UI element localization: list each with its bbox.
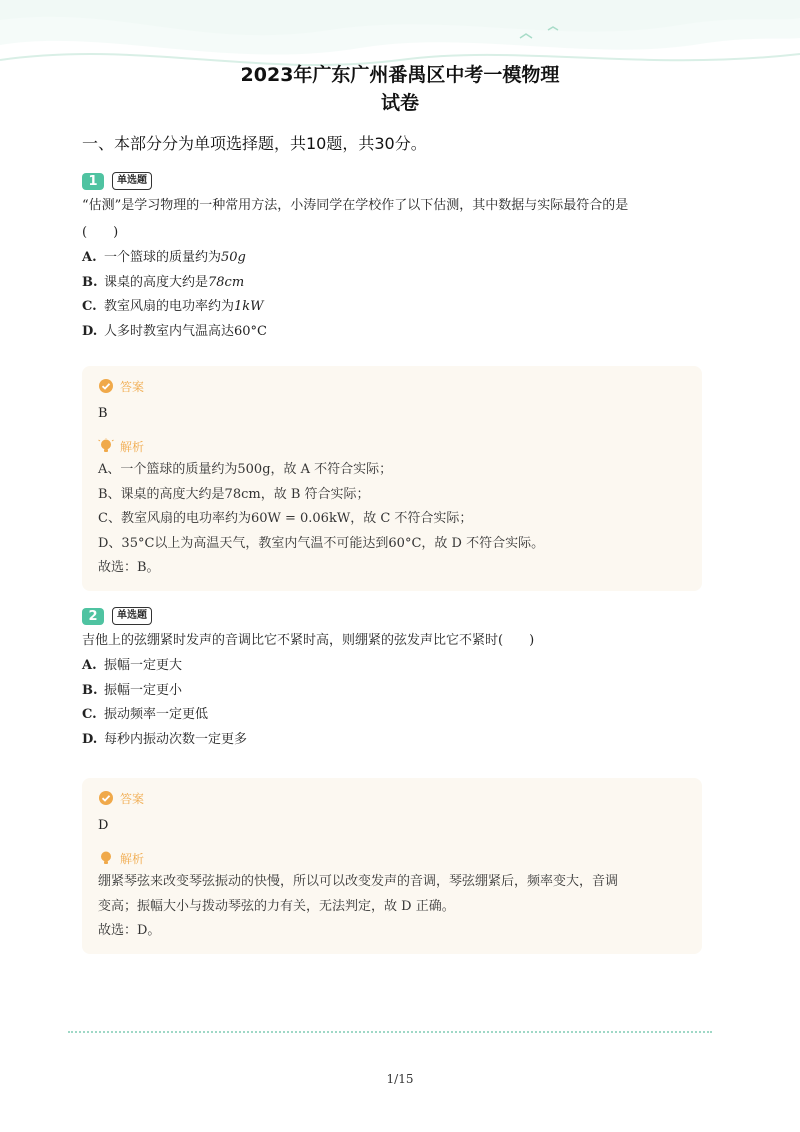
question-stem: “估测”是学习物理的一种常用方法，小涛同学在学校作了以下估测，其中数据与实际最符合的是 ( ) — [82, 198, 629, 240]
question-2 — [82, 607, 702, 752]
analysis-text: A、一个篮球的质量约为500g，故 A 不符合实际； B、课桌的高度大约是78cm，故 B 符合实际； C、教室风扇的电功率约为60W = 0.06kW，故 C 不符合实际； D、35°C以上为高温天气，教室内气温不可能达到60°C，故 D 不符合实际。 故选：B。 — [98, 462, 545, 575]
answer-value: B — [98, 406, 108, 421]
option-c: C. 振动频率一定更低 — [82, 707, 209, 722]
question-type-badge: 单选题 — [112, 607, 152, 625]
lightbulb-icon — [98, 850, 114, 866]
page-number: 1/15 — [386, 1072, 414, 1086]
option-a: A. 一个篮球的质量约为50g — [82, 250, 246, 265]
option-d: D. 人多时教室内气温高达60°C — [82, 323, 267, 339]
question-1 — [82, 172, 702, 344]
option-b: B. 课桌的高度大约是78cm — [82, 274, 245, 290]
page-title-line2: 试卷 — [380, 92, 419, 114]
option-b: B. 振幅一定更小 — [82, 682, 183, 698]
question-stem: 吉他上的弦绷紧时发声的音调比它不紧时高，则绷紧的弦发声比它不紧时( ) — [82, 633, 535, 648]
analysis-text: 绷紧琴弦来改变琴弦振动的快慢，所以可以改变发声的音调，琴弦绷紧后，频率变大，音调 变高；振幅大小与拨动琴弦的力有关，无法判定，故 D 正确。 故选：D。 — [98, 874, 619, 938]
lightbulb-icon — [98, 438, 114, 454]
page-title: 2023年广东广州番禺区中考一模物理 — [240, 64, 560, 86]
option-c: C. 教室风扇的电功率约为1kW — [82, 299, 264, 314]
check-badge-icon — [98, 378, 114, 394]
section-heading: 一、本部分分为单项选择题，共10题，共30分。 — [82, 134, 427, 153]
analysis-header: 解析 — [98, 846, 686, 870]
answer-header: 答案 — [98, 374, 686, 398]
answer-header: 答案 — [98, 786, 686, 810]
question-number: 1 — [82, 173, 104, 190]
answer-box-1 — [82, 366, 702, 591]
option-d: D. 每秒内振动次数一定更多 — [82, 731, 248, 747]
question-type-badge: 单选题 — [112, 172, 152, 190]
check-badge-icon — [98, 790, 114, 806]
answer-value: D — [98, 818, 109, 833]
answer-box-2 — [82, 778, 702, 954]
footer-divider — [68, 1031, 712, 1033]
analysis-header: 解析 — [98, 434, 686, 458]
question-number: 2 — [82, 608, 104, 625]
option-a: A. 振幅一定更大 — [82, 658, 183, 673]
